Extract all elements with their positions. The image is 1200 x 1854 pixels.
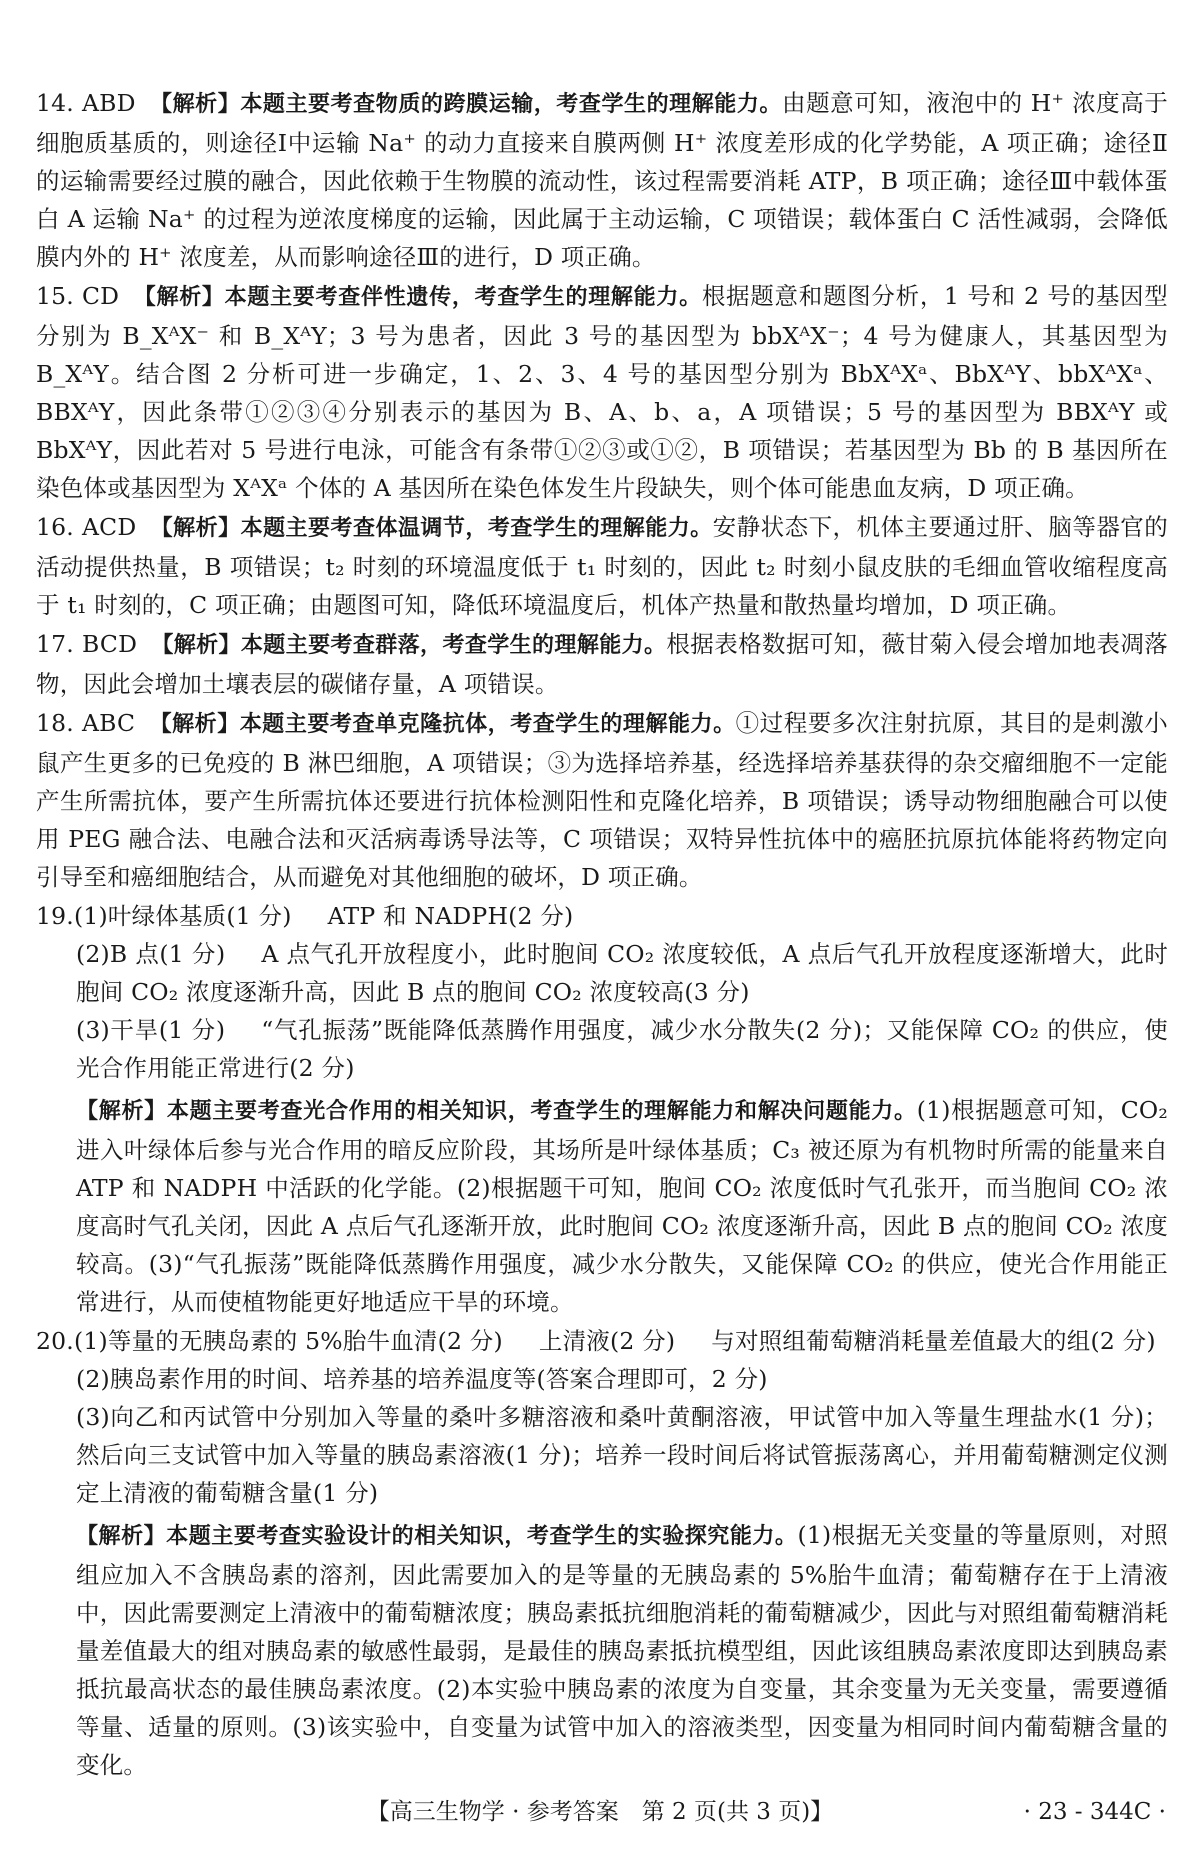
q19-part-2-answer-b: A 点气孔开放程度小，此时胞间 CO₂ 浓度较低，A 点后气孔开放程度逐渐增大，此时胞间 CO₂ 浓度逐渐升高，因此 B 点的胞间 CO₂ 浓度较高(3 分): [76, 940, 1168, 1006]
q20-part-1-answer-b: 上清液(2 分): [538, 1327, 676, 1355]
analysis-text: (1)根据无关变量的等量原则，对照组应加入不含胰岛素的溶剂，因此需要加入的是等量的无胰岛素的 5%胎牛血清；葡萄糖存在于上清液中，因此需要测定上清液中的葡萄糖浓度；胰岛素抵抗细胞消耗的葡萄糖减少，因此与对照组葡萄糖消耗量差值最大的组对胰岛素的敏感性最弱，是最佳的胰岛素抵抗模型组，因此该组胰岛素浓度即达到胰岛素抵抗最高状态的最佳胰岛素浓度。(2)本实验中胰岛素的浓度为自变量，其余变量为无关变量，需要遵循等量、适量的原则。(3)该实验中，自变量为试管中加入的溶液类型，因变量为相同时间内葡萄糖含量的变化。: [76, 1521, 1168, 1779]
analysis-text: ①过程要多次注射抗原，其目的是刺激小鼠产生更多的已免疫的 B 淋巴细胞，A 项错误；③为选择培养基，经选择培养基获得的杂交瘤细胞不一定能产生所需抗体，要产生所需抗体还要进行抗体检测阳性和克隆化培养，B 项错误；诱导动物细胞融合可以使用 PEG 融合法、电融合法和灭活病毒诱导法等，C 项错误；双特异性抗体中的癌胚抗原抗体能将药物定向引导至和癌细胞结合，从而避免对其他细胞的破坏，D 项正确。: [36, 709, 1168, 891]
q20-part-1-answer-a: (1)等量的无胰岛素的 5%胎牛血清(2 分): [73, 1327, 503, 1355]
question-number: 17.: [36, 630, 74, 658]
analysis-heading: 【解析】本题主要考查单克隆抗体，考查学生的理解能力。: [149, 712, 736, 737]
q20-part-3: (3)向乙和丙试管中分别加入等量的桑叶多糖溶液和桑叶黄酮溶液，甲试管中加入等量生理盐水(1 分)；然后向三支试管中加入等量的胰岛素溶液(1 分)；培养一段时间后将试管振荡离心，并用葡萄糖测定仪测定上清液的葡萄糖含量(1 分): [76, 1403, 1168, 1507]
answer-content: [36, 84, 1168, 1785]
q20-analysis: [36, 1516, 1168, 1784]
question-number: 18.: [36, 709, 74, 737]
answer-item-18: [36, 704, 1168, 896]
question-number: 16.: [36, 513, 74, 541]
q19-part-2-answer-a: (2)B 点(1 分): [76, 940, 226, 968]
q19-part-2: [36, 935, 1168, 1011]
q19-part-3: [36, 1011, 1168, 1087]
answer-item-17: [36, 625, 1168, 703]
analysis-text: 由题意可知，液泡中的 H⁺ 浓度高于细胞质基质的，则途径Ⅰ中运输 Na⁺ 的动力直接来自膜两侧 H⁺ 浓度差形成的化学势能，A 项正确；途径Ⅱ的运输需要经过膜的融合，因此依赖于生物膜的流动性，该过程需要消耗 ATP，B 项正确；途径Ⅲ中载体蛋白 A 运输 Na⁺ 的过程为逆浓度梯度的运输，因此属于主动运输，C 项错误；载体蛋白 C 活性减弱，会降低膜内外的 H⁺ 浓度差，从而影响途径Ⅲ的进行，D 项正确。: [36, 89, 1169, 271]
analysis-text: 根据题意和题图分析，1 号和 2 号的基因型分别为 B_XᴬX⁻ 和 B_XᴬY；3 号为患者，因此 3 号的基因型为 bbXᴬX⁻；4 号为健康人，其基因型为 B_XᴬY。结合图 2 分析可进一步确定，1、2、3、4 号的基因型分别为 BbXᴬXᵃ、BbXᴬY、bbXᴬXᵃ、BBXᴬY，因此条带①②③④分别表示的基因为 B、A、b、a，A 项错误；5 号的基因型为 BBXᴬY 或 BbXᴬY，因此若对 5 号进行电泳，可能含有条带①②③或①②，B 项错误；若基因型为 Bb 的 B 基因所在染色体或基因型为 XᴬXᵃ 个体的 A 基因所在染色体发生片段缺失，则个体可能患血友病，D 项正确。: [36, 282, 1168, 502]
answer-key: ACD: [81, 513, 137, 541]
analysis-text: 安静状态下，机体主要通过肝、脑等器官的活动提供热量，B 项错误；t₂ 时刻的环境温度低于 t₁ 时刻的，因此 t₂ 时刻小鼠皮肤的毛细血管收缩程度高于 t₁ 时刻的，C 项正确；由题图可知，降低环境温度后，机体产热量和散热量均增加，D 项正确。: [36, 513, 1168, 619]
analysis-heading: 【解析】本题主要考查实验设计的相关知识，考查学生的实验探究能力。: [76, 1524, 798, 1549]
answer-key: CD: [81, 282, 120, 310]
question-number: 19.: [36, 902, 74, 930]
analysis-text: (1)根据题意可知，CO₂ 进入叶绿体后参与光合作用的暗反应阶段，其场所是叶绿体基质；C₃ 被还原为有机物时所需的能量来自 ATP 和 NADPH 中活跃的化学能。(2)根据题干可知，胞间 CO₂ 浓度低时气孔张开，而当胞间 CO₂ 浓度高时气孔关闭，因此 A 点后气孔逐渐开放，此时胞间 CO₂ 浓度逐渐升高，因此 B 点的胞间 CO₂ 浓度较高。(3)“气孔振荡”既能降低蒸腾作用强度，减少水分散失，又能保障 CO₂ 的供应，使光合作用能正常进行，从而使植物能更好地适应干旱的环境。: [76, 1096, 1169, 1316]
q20-part-2: (2)胰岛素作用的时间、培养基的培养温度等(答案合理即可，2 分): [76, 1365, 768, 1393]
answer-key: BCD: [81, 630, 138, 658]
question-number: 14.: [36, 89, 74, 117]
analysis-heading: 【解析】本题主要考查物质的跨膜运输，考查学生的理解能力。: [149, 92, 783, 117]
q19-part-1: [36, 897, 1168, 935]
footer-page-info: 【高三生物学 · 参考答案 第 2 页(共 3 页)】: [366, 1799, 834, 1825]
answer-item-19: [36, 897, 1168, 1321]
q19-part-1-answer-a: (1)叶绿体基质(1 分): [73, 902, 292, 930]
answer-item-14: [36, 84, 1168, 276]
question-number: 20.: [36, 1327, 74, 1355]
q19-analysis: [36, 1091, 1168, 1321]
page-footer: [0, 1792, 1200, 1832]
analysis-text: 根据表格数据可知，薇甘菊入侵会增加地表凋落物，因此会增加土壤表层的碳储存量，A 项错误。: [36, 630, 1168, 698]
analysis-heading: 【解析】本题主要考查伴性遗传，考查学生的理解能力。: [133, 285, 702, 310]
q19-part-1-answer-b: ATP 和 NADPH(2 分): [327, 902, 574, 930]
analysis-heading: 【解析】本题主要考查体温调节，考查学生的理解能力。: [150, 516, 713, 541]
answer-item-20: [36, 1322, 1168, 1784]
answer-item-16: [36, 508, 1168, 624]
answer-item-15: [36, 277, 1168, 507]
analysis-heading: 【解析】本题主要考查群落，考查学生的理解能力。: [151, 633, 667, 658]
footer-code: · 23 - 344C ·: [1023, 1799, 1166, 1825]
answer-key: ABC: [81, 709, 136, 737]
q20-part-1-answer-c: 与对照组葡萄糖消耗量差值最大的组(2 分): [711, 1327, 1156, 1355]
question-number: 15.: [36, 282, 74, 310]
q19-part-3-answer-b: “气孔振荡”既能降低蒸腾作用强度，减少水分散失(2 分)；又能保障 CO₂ 的供应，使光合作用能正常进行(2 分): [76, 1016, 1169, 1082]
q20-part-1: [36, 1322, 1168, 1360]
answer-key: ABD: [81, 89, 136, 117]
analysis-heading: 【解析】本题主要考查光合作用的相关知识，考查学生的理解能力和解决问题能力。: [76, 1099, 917, 1124]
q19-part-3-answer-a: (3)干旱(1 分): [76, 1016, 226, 1044]
